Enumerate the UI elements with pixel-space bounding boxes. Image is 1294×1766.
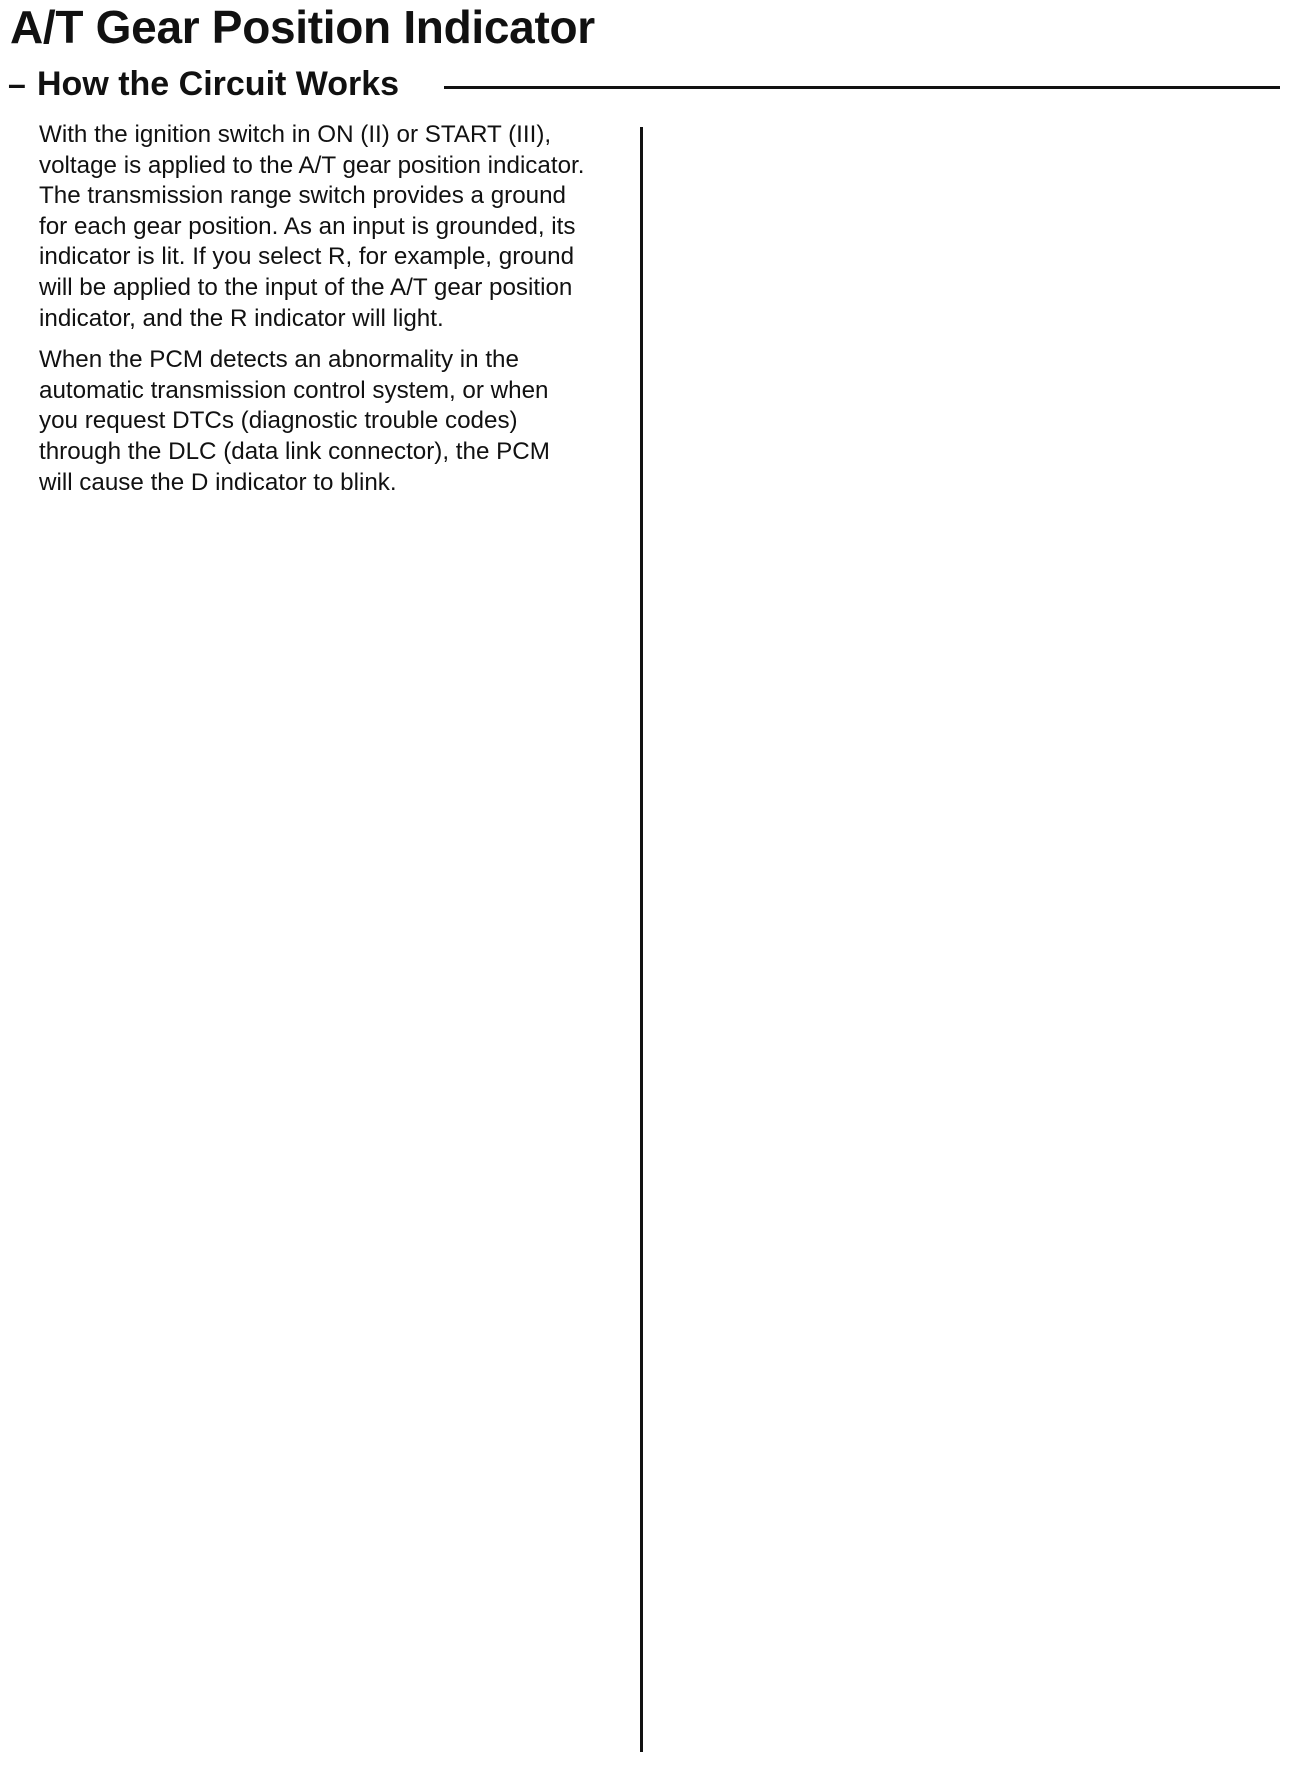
section-rule	[444, 86, 1280, 89]
text-line: for each gear position. As an input is grounded, its	[39, 212, 576, 240]
column-divider	[640, 127, 643, 1752]
text-line: through the DLC (data link connector), the PCM	[39, 437, 550, 465]
page-title: A/T Gear Position Indicator	[10, 1, 595, 53]
text-line: will cause the D indicator to blink.	[39, 468, 397, 496]
text-line: The transmission range switch provides a ground	[39, 182, 567, 210]
text-line: When the PCM detects an abnormality in the	[39, 346, 519, 374]
text-line: indicator, and the R indicator will light.	[39, 304, 444, 332]
section-dash: –	[8, 66, 26, 102]
paragraph-pcm-blink	[39, 345, 629, 498]
section-title: How the Circuit Works	[37, 65, 400, 103]
section-header	[8, 62, 1280, 110]
text-line: will be applied to the input of the A/T gear position	[39, 273, 573, 301]
text-line: indicator is lit. If you select R, for example, ground	[39, 243, 575, 271]
text-line: With the ignition switch in ON (II) or START (III),	[39, 121, 552, 148]
text-line: you request DTCs (diagnostic trouble codes)	[39, 407, 518, 435]
body-column	[39, 120, 629, 509]
text-line: voltage is applied to the A/T gear position indicator.	[39, 151, 585, 179]
paragraph-circuit-operation	[39, 120, 629, 334]
text-line: automatic transmission control system, or when	[39, 376, 549, 404]
